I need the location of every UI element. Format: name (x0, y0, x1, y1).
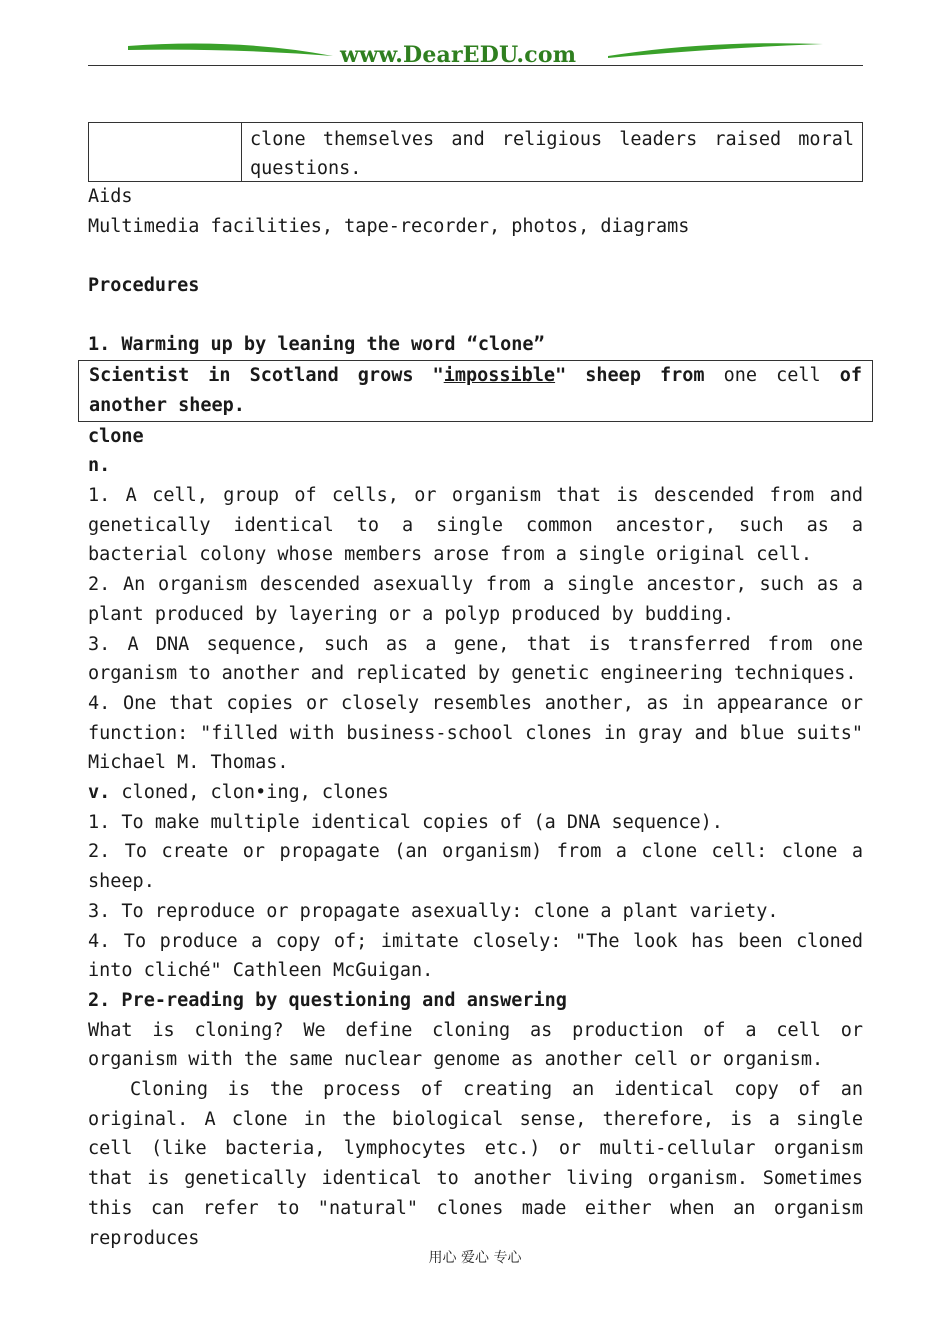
lesson-table-row (88, 122, 863, 182)
step2-heading: 2. Pre-reading by questioning and answering (88, 989, 567, 1011)
verb-pos: v. (88, 782, 111, 804)
verb-sense-4: 4. To produce a copy of; imitate closely: "The look has been cloned into cliché" Cathleen McGuigan. (88, 930, 863, 982)
noun-sense-2: 2. An organism descended asexually from a single ancestor, such as a plant produced by layering or a polyp produced by budding. (88, 574, 863, 625)
definition-word: clone (88, 425, 144, 447)
step2-paragraph-1: What is cloning? We define cloning as production of a cell or organism with the same nuclear genome as another cell or organism. (88, 1019, 863, 1071)
procedures-heading: Procedures (88, 275, 200, 297)
headline-normal-text: one cell (723, 365, 821, 387)
headline-box (78, 360, 873, 421)
page-header (88, 38, 863, 70)
noun-sense-3: 3. A DNA sequence, such as a gene, that is transferred from one organism to another and replicated by genetic engineering techniques. (88, 633, 863, 685)
verb-sense-2: 2. To create or propagate (an organism) from a clone cell: clone a sheep. (88, 841, 863, 893)
verb-forms: cloned, clon•ing, clones (110, 782, 389, 804)
headline-part2: " sheep from (555, 365, 724, 387)
header-rule (88, 65, 863, 66)
noun-sense-1: 1. A cell, group of cells, or organism that is descended from and genetically identical to a single common ancestor, such as a bacterial colony whose members arose from a single original cell. (88, 485, 863, 566)
step1-heading: 1. Warming up by leaning the word “clone” (88, 334, 545, 356)
site-logo-text: www.DearEDU.com (340, 42, 577, 68)
aids-text: Multimedia facilities, tape-recorder, photos, diagrams (88, 215, 690, 237)
table-cell-left (89, 123, 242, 181)
noun-sense-4: 4. One that copies or closely resembles another, as in appearance or function: "filled with business-school clones in gray and blue suits" Michael M. Thomas. (88, 692, 863, 774)
headline-part1: Scientist in Scotland grows " (89, 365, 444, 387)
headline-underlined-word: impossible (443, 365, 556, 387)
verb-line (88, 778, 863, 808)
headline-part3: of another sheep. (89, 365, 863, 416)
noun-pos: n. (88, 455, 111, 477)
verb-sense-1: 1. To make multiple identical copies of (a DNA sequence). (88, 811, 723, 833)
step2-paragraph-2: Cloning is the process of creating an identical copy of an original. A clone in the biological sense, therefore, is a single cell (like bacteria, lymphocytes etc.) or multi-cellular organism that is genetically identical to another living organism. Sometimes this can refer to "natural" clones made either when an organism reproduces (88, 1079, 863, 1249)
aids-heading: Aids (88, 186, 133, 207)
page-footer: 用心 爱心 专心 (428, 1250, 522, 1266)
document-body (88, 122, 863, 1253)
table-cell-right: clone themselves and religious leaders raised moral questions. (250, 129, 854, 179)
verb-sense-3: 3. To reproduce or propagate asexually: clone a plant variety. (88, 900, 779, 922)
